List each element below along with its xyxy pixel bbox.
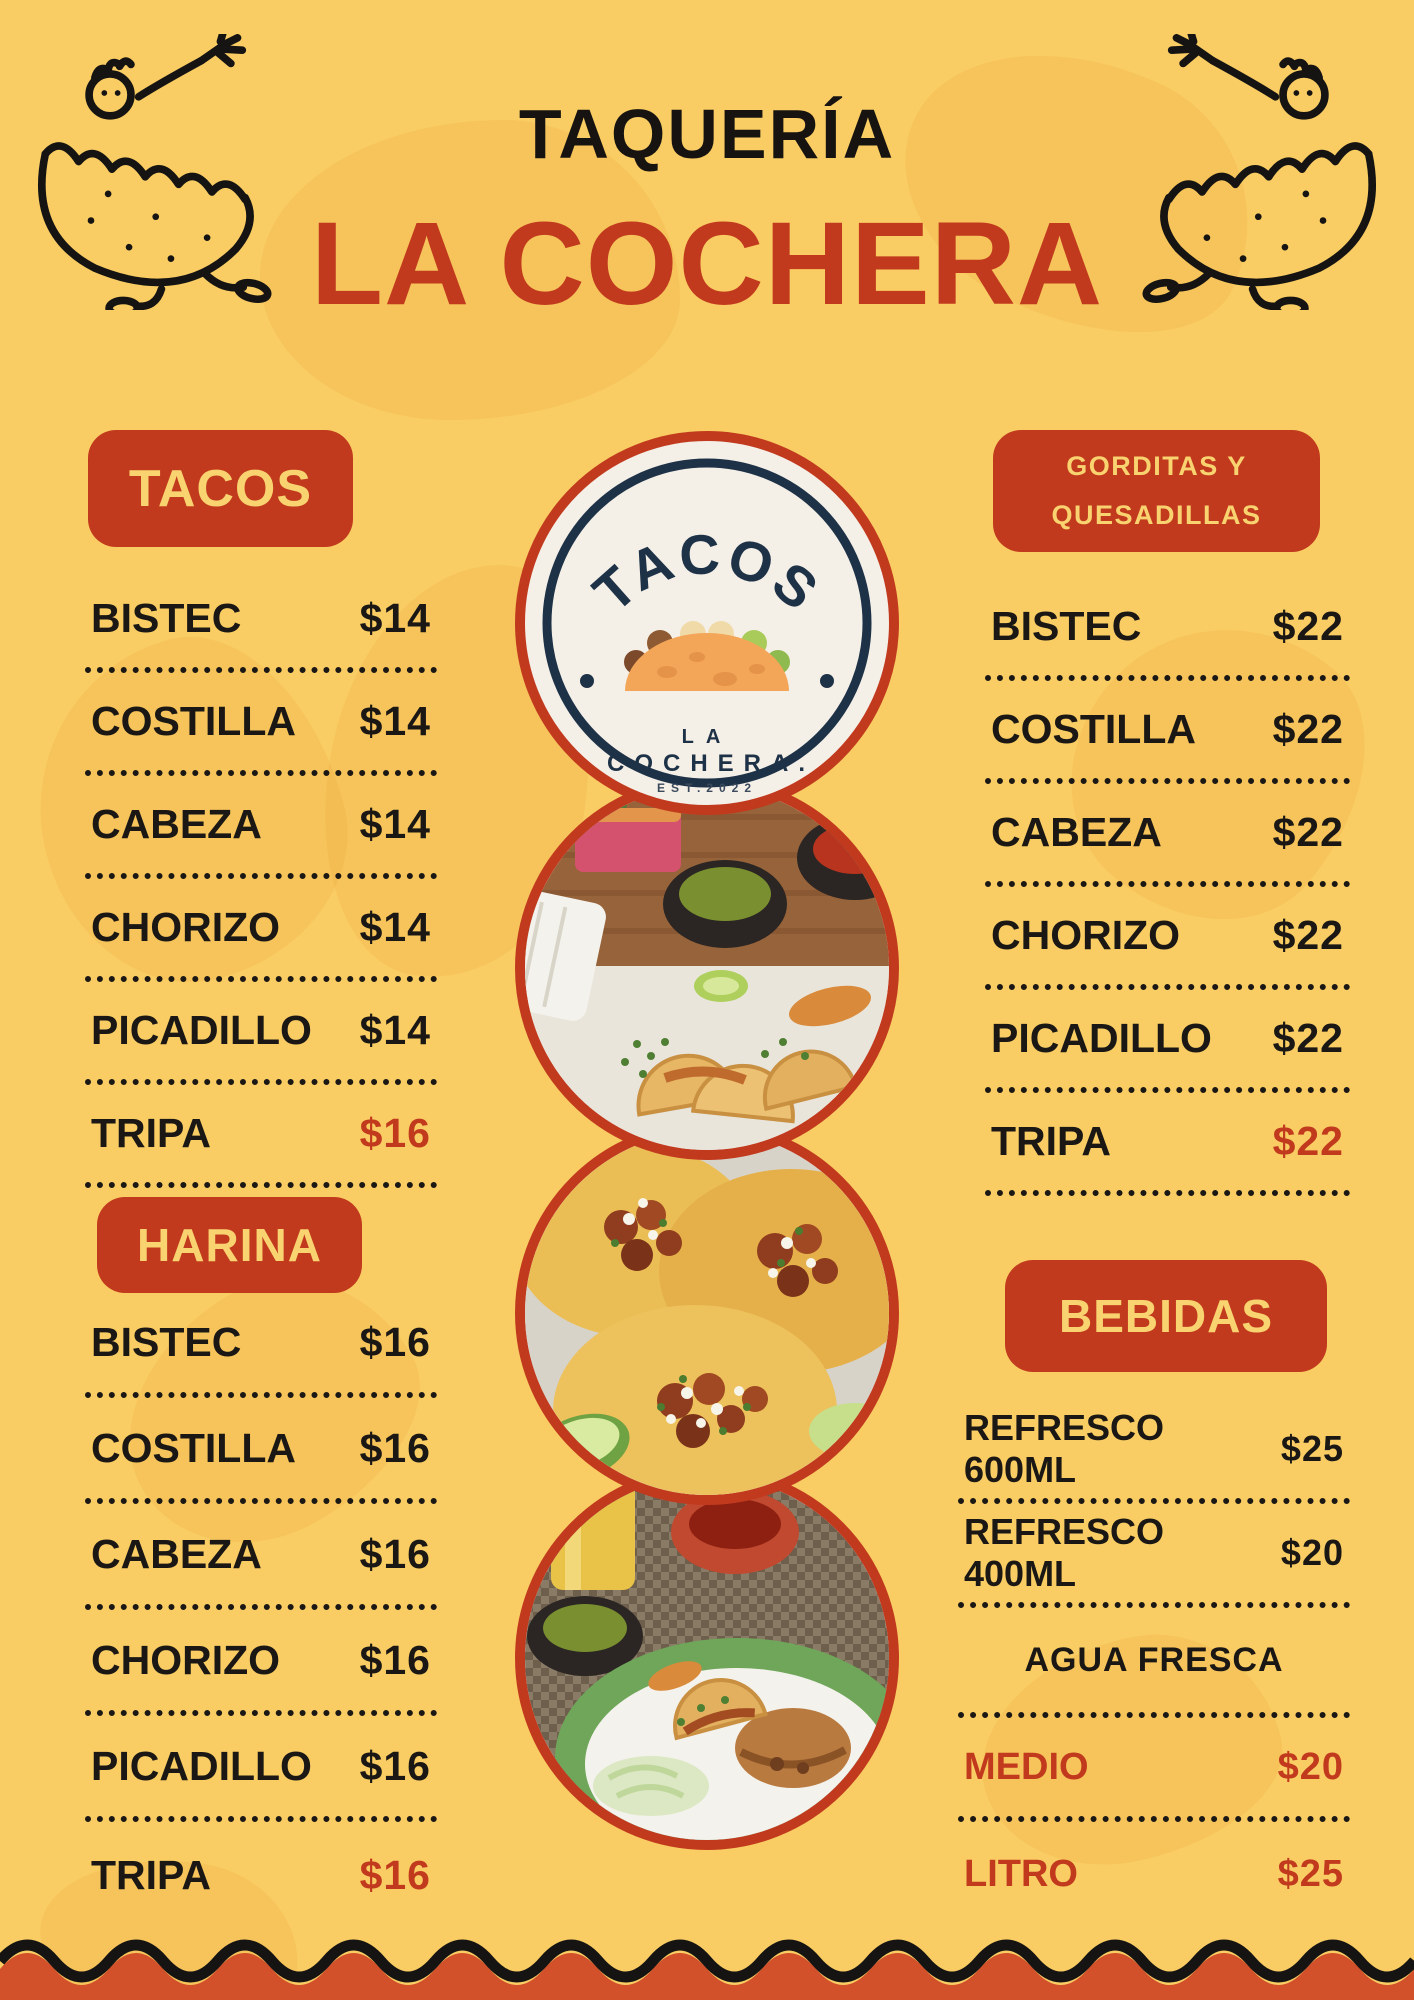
harina-menu-list: [85, 1292, 437, 1928]
menu-item-label: BISTEC: [991, 603, 1142, 649]
gordita: [735, 1708, 851, 1788]
menu-item-label: TRIPA: [91, 1110, 211, 1156]
menu-item-label: CABEZA: [91, 1530, 262, 1577]
menu-item-label: TRIPA: [991, 1118, 1111, 1164]
logo-word-cochera: COCHERA.: [606, 750, 816, 777]
menu-row: [85, 1610, 437, 1716]
menu-row: [85, 1085, 437, 1188]
tacos-menu-list: [85, 570, 437, 1188]
menu-row: [85, 982, 437, 1085]
menu-item-label: BISTEC: [91, 1318, 242, 1365]
menu-item-price: $22: [1272, 1118, 1344, 1164]
bebidas-menu-list: [958, 1400, 1350, 1926]
restaurant-type-title: TAQUERÍA: [518, 95, 896, 173]
gorditas-header-line1: GORDITAS Y: [1066, 451, 1247, 482]
photo-gordita-plate-illustration: [525, 1476, 889, 1840]
menu-item-label: PICADILLO: [91, 1742, 312, 1789]
section-header-bebidas: BEBIDAS: [1005, 1260, 1327, 1372]
menu-row: [85, 673, 437, 776]
menu-item-label: CABEZA: [991, 809, 1162, 855]
menu-row: [958, 1400, 1350, 1504]
menu-row: [85, 1398, 437, 1504]
gorditas-menu-list: [985, 578, 1350, 1196]
menu-item-price: $16: [359, 1851, 431, 1898]
menu-row: [985, 887, 1350, 990]
lime-flesh: [703, 977, 739, 995]
restaurant-name-title: LA COCHERA: [310, 198, 1104, 330]
menu-item-price: $16: [359, 1742, 431, 1789]
menu-item-label: PICADILLO: [91, 1007, 312, 1053]
menu-item-price: $14: [359, 595, 431, 641]
menu-item-price: $14: [359, 801, 431, 847]
menu-item-label: CHORIZO: [991, 912, 1181, 958]
green-salsa-bowl: [663, 860, 787, 948]
menu-item-label: COSTILLA: [91, 1424, 296, 1471]
menu-item-price: $22: [1272, 912, 1344, 958]
menu-item-price: $22: [1272, 809, 1344, 855]
menu-item-price: $16: [359, 1318, 431, 1365]
photo-salsa-bowls-tacos-circle: [515, 776, 899, 1160]
menu-row: [985, 681, 1350, 784]
menu-row: [85, 1822, 437, 1928]
menu-item-price: $16: [359, 1424, 431, 1471]
footer-wave-border: [0, 1925, 1414, 2000]
menu-row: [85, 776, 437, 879]
menu-row: [985, 990, 1350, 1093]
menu-item-price: $20: [1280, 1532, 1344, 1573]
menu-row: [85, 1292, 437, 1398]
gorditas-header-line2: QUESADILLAS: [1051, 500, 1262, 530]
menu-item-price: $14: [359, 698, 431, 744]
menu-item-price: $20: [1277, 1745, 1344, 1788]
menu-item-label: CHORIZO: [91, 1636, 281, 1683]
menu-row: [85, 1716, 437, 1822]
menu-item-price: $14: [359, 1007, 431, 1053]
photo-salsa-bowls-tacos-illustration: [525, 786, 889, 1150]
logo-est-text: EST.2022: [656, 781, 758, 795]
menu-row: [85, 570, 437, 673]
menu-item-label: COSTILLA: [991, 706, 1196, 752]
menu-item-label: BISTEC: [91, 595, 242, 641]
menu-item-price: $22: [1272, 603, 1344, 649]
menu-row: [85, 1504, 437, 1610]
menu-item-label: MEDIO: [964, 1745, 1089, 1788]
menu-row: [958, 1718, 1350, 1822]
menu-row: [985, 1093, 1350, 1196]
menu-item-label: REFRESCO 600ML: [964, 1407, 1165, 1490]
menu-item-label: PICADILLO: [991, 1015, 1212, 1061]
menu-item-price: $22: [1272, 706, 1344, 752]
logo-word-la: LA: [681, 726, 733, 748]
menu-row: [958, 1822, 1350, 1926]
section-header-tacos: TACOS: [88, 430, 353, 547]
menu-item-label: TRIPA: [91, 1851, 211, 1898]
logo-side-dot-right: [820, 674, 834, 688]
menu-item-price: $14: [359, 904, 431, 950]
menu-item-label: CHORIZO: [91, 904, 281, 950]
logo-artwork: [525, 441, 889, 805]
agua-fresca-subheader: AGUA FRESCA: [958, 1608, 1350, 1718]
menu-row: [85, 879, 437, 982]
menu-item-price: $16: [359, 1530, 431, 1577]
photo-tacos-closeup-circle: [515, 1121, 899, 1505]
menu-row: [985, 578, 1350, 681]
menu-row: [985, 784, 1350, 887]
menu-item-price: $16: [359, 1636, 431, 1683]
refrescos-list: [958, 1400, 1350, 1608]
menu-item-label: LITRO: [964, 1852, 1078, 1895]
menu-item-price: $25: [1277, 1852, 1344, 1895]
menu-item-price: $25: [1280, 1428, 1344, 1469]
menu-item-price: $16: [359, 1110, 431, 1156]
section-header-gorditas: [993, 430, 1320, 552]
logo-taco-icon: [624, 621, 790, 691]
photo-tacos-closeup-illustration: [525, 1131, 889, 1495]
logo-arc-text: TACOS: [581, 521, 832, 624]
menu-item-label: REFRESCO 400ML: [964, 1511, 1165, 1594]
menu-item-label: CABEZA: [91, 801, 262, 847]
agua-fresca-sizes-list: [958, 1718, 1350, 1926]
section-header-harina: HARINA: [97, 1197, 362, 1293]
photo-gordita-plate-circle: [515, 1466, 899, 1850]
menu-item-price: $22: [1272, 1015, 1344, 1061]
cabbage-shreds: [593, 1756, 709, 1816]
menu-item-label: COSTILLA: [91, 698, 296, 744]
logo-side-dot-left: [580, 674, 594, 688]
svg-text:TACOS: [581, 522, 832, 624]
menu-row: [958, 1504, 1350, 1608]
restaurant-logo-circle: [515, 431, 899, 815]
